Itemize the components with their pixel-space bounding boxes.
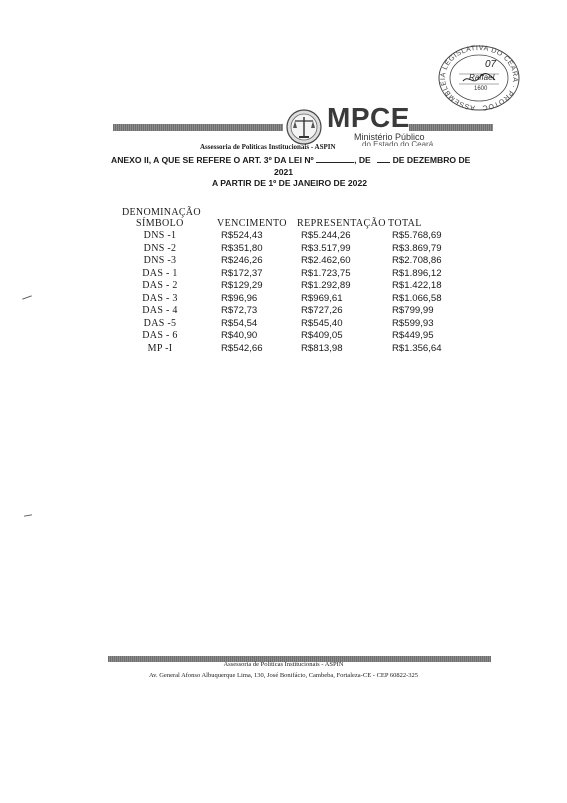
mpce-emblem-icon — [283, 108, 325, 146]
table-row — [0, 305, 567, 318]
representation-cell: R$1.292,89 — [301, 280, 351, 291]
representation-cell: R$969,61 — [301, 292, 343, 304]
table-row — [0, 318, 567, 331]
stamp-initials: Raffael — [469, 73, 495, 82]
symbol-cell: DAS - 6 — [142, 330, 178, 341]
table-row — [0, 230, 567, 243]
svg-text:ASSEMBLEIA LEGISLATIVA DO CEAR: ASSEMBLEIA LEGISLATIVA DO CEARÁ · PROTOC — [439, 44, 519, 111]
footer-address: Av. General Afonso Albuquerque Lima, 130, José Bonifácio, Cambeba, Fortaleza-CE - CEP 60822-325 — [148, 672, 419, 679]
representation-cell: R$1.723,75 — [301, 267, 351, 279]
symbol-cell: DAS -5 — [143, 317, 177, 329]
header-rule-left — [113, 124, 283, 131]
table-row — [0, 293, 567, 306]
logo-subtitle: Ministério Público — [354, 132, 425, 142]
symbol-cell: DAS - 4 — [142, 305, 178, 316]
salary-cell: R$54,54 — [221, 317, 258, 329]
total-cell: R$5.768,69 — [392, 230, 442, 241]
total-cell: R$1.356,64 — [392, 342, 442, 354]
symbol-cell: DAS - 2 — [142, 280, 178, 291]
representation-cell: R$3.517,99 — [301, 242, 351, 254]
salary-cell: R$542,66 — [221, 342, 263, 354]
total-cell: R$1.896,12 — [392, 267, 442, 279]
salary-cell: R$129,29 — [221, 280, 263, 291]
salary-cell: R$246,26 — [221, 255, 263, 266]
logo-subtitle-state: do Estado do Ceará — [362, 140, 434, 146]
logo-title: MPCE — [327, 102, 410, 133]
scan-mark — [24, 514, 32, 516]
symbol-cell: DNS -2 — [143, 242, 177, 254]
salary-cell: R$40,90 — [221, 330, 258, 341]
representation-cell: R$409,05 — [301, 330, 343, 341]
total-cell: R$1.422,18 — [392, 280, 442, 291]
day-blank — [377, 154, 390, 163]
total-cell: R$1.066,58 — [392, 292, 442, 304]
total-cell: R$599,93 — [392, 317, 434, 329]
total-cell: R$3.869,79 — [392, 242, 442, 254]
representation-cell: R$2.462,60 — [301, 255, 351, 266]
total-cell: R$2.708,86 — [392, 255, 442, 266]
representation-header: REPRESENTAÇÃO — [297, 218, 386, 229]
law-number-blank — [316, 154, 354, 163]
symbol-cell: MP -I — [147, 342, 173, 354]
salary-cell: R$172,37 — [221, 267, 263, 279]
salary-cell: R$72,73 — [221, 305, 258, 316]
effective-date: A PARTIR DE 1º DE JANEIRO DE 2022 — [212, 178, 368, 188]
salary-table-body — [0, 230, 567, 360]
symbol-cell: DAS - 3 — [142, 292, 178, 304]
stamp-number: 07 — [485, 59, 497, 70]
representation-cell: R$727,26 — [301, 305, 343, 316]
salary-cell: R$96,96 — [221, 292, 258, 304]
table-row — [0, 280, 567, 293]
table-row — [0, 243, 567, 256]
total-cell: R$799,99 — [392, 305, 434, 316]
department-name: Assessoria de Políticas Institucionais - ASPIN — [200, 143, 336, 151]
total-cell: R$449,95 — [392, 330, 434, 341]
denomination-header: DENOMINAÇÃO — [122, 207, 201, 218]
annex-title — [111, 154, 471, 166]
symbol-cell: DNS -3 — [143, 255, 177, 266]
table-row — [0, 343, 567, 356]
symbol-cell: DNS -1 — [143, 230, 177, 241]
symbol-cell: DAS - 1 — [142, 267, 178, 279]
stamp-small-text: 1600 — [474, 86, 488, 92]
salary-cell: R$524,43 — [221, 230, 263, 241]
table-row — [0, 255, 567, 268]
representation-cell: R$813,98 — [301, 342, 343, 354]
table-row — [0, 268, 567, 281]
salary-cell: R$351,80 — [221, 242, 263, 254]
annex-title-part3: DE DEZEMBRO DE — [392, 155, 471, 165]
total-header: TOTAL — [388, 218, 422, 229]
symbol-header: SÍMBOLO — [136, 218, 184, 229]
annex-title-part2: , DE — [354, 155, 371, 165]
representation-cell: R$5.244,26 — [301, 230, 351, 241]
header-rule-right — [409, 124, 493, 131]
footer-department: Assessoria de Políticas Institucionais - ASPIN — [223, 661, 344, 668]
annex-year: 2021 — [273, 167, 294, 177]
protocol-stamp — [437, 44, 521, 112]
salary-header: VENCIMENTO — [217, 218, 287, 229]
table-row — [0, 330, 567, 343]
representation-cell: R$545,40 — [301, 317, 343, 329]
annex-title-part1: ANEXO II, A QUE SE REFERE O ART. 3º DA LEI Nº — [111, 155, 314, 165]
